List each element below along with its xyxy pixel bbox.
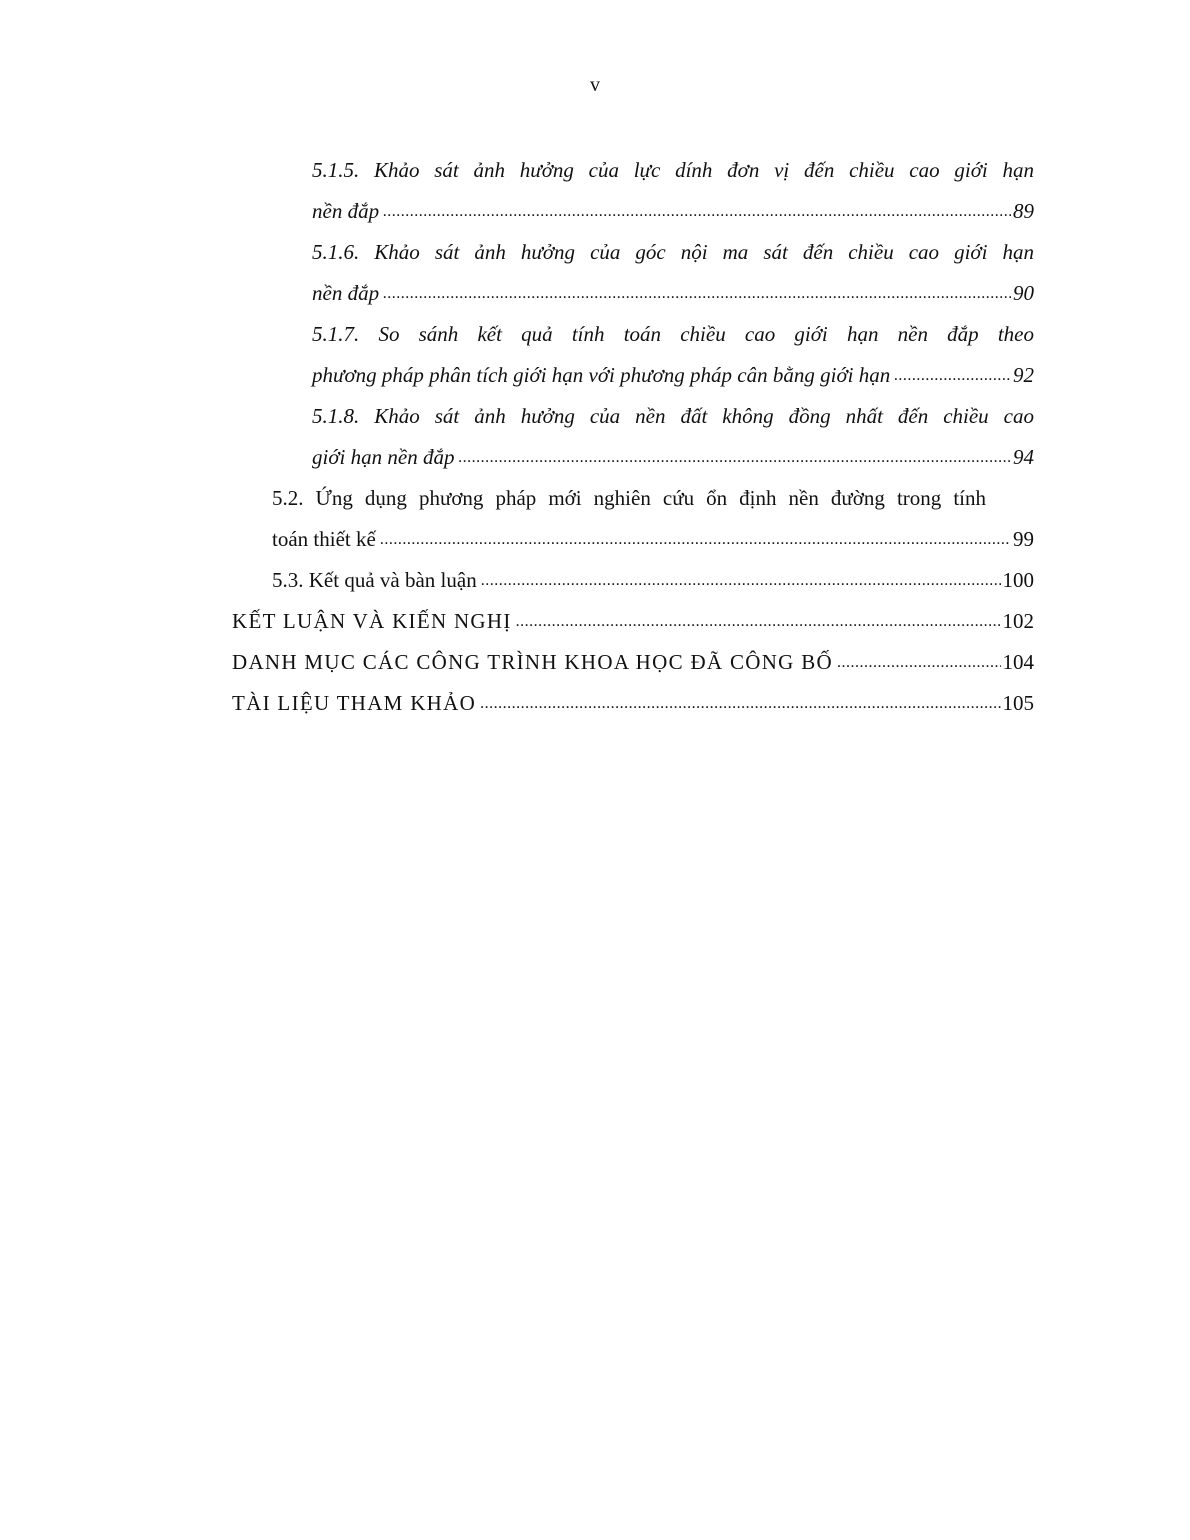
toc-entry-title-line: nền đắp: [312, 281, 380, 305]
dot-leader: [837, 642, 1001, 683]
toc-entry-title-line: giới hạn nền đắp: [312, 445, 455, 469]
toc-entry-title-line: 5.1.7. So sánh kết quả tính toán chiều cao giới hạn nền đắp theo: [312, 322, 1034, 346]
toc-page-number: 104: [1002, 650, 1034, 674]
toc-entry-5-2-continued[interactable]: [272, 519, 1034, 560]
toc-page-number: 89: [1013, 199, 1034, 223]
dot-leader: [380, 519, 1011, 560]
toc-entry-title-line: 5.1.6. Khảo sát ảnh hưởng của góc nội ma sát đến chiều cao giới hạn: [312, 240, 1034, 264]
toc-entry-title-line: toán thiết kế: [272, 527, 376, 551]
toc-page-number: 94: [1013, 445, 1034, 469]
toc-entry-conclusion[interactable]: [232, 601, 1034, 642]
dot-leader: [383, 191, 1011, 232]
toc-page-number: 105: [1002, 691, 1034, 715]
toc-entry-title-line: 5.1.8. Khảo sát ảnh hưởng của nền đất không đồng nhất đến chiều cao: [312, 404, 1034, 428]
dot-leader: [383, 273, 1011, 314]
toc-page-number: 102: [1002, 609, 1034, 633]
dot-leader: [516, 601, 1001, 642]
toc-entry-publications[interactable]: [232, 642, 1034, 683]
toc-entry-5-1-7[interactable]: [312, 314, 1034, 396]
toc-entry-5-1-8[interactable]: [312, 396, 1034, 478]
dot-leader: [458, 437, 1011, 478]
toc-entry-title-line: phương pháp phân tích giới hạn với phương pháp cân bằng giới hạn: [312, 363, 891, 387]
toc-page-number: 90: [1013, 281, 1034, 305]
toc-entry-5-2[interactable]: [272, 478, 986, 519]
toc-entry-title-line: nền đắp: [312, 199, 380, 223]
toc-entry-title-line: DANH MỤC CÁC CÔNG TRÌNH KHOA HỌC ĐÃ CÔNG BỐ: [232, 650, 833, 674]
dot-leader: [481, 560, 1001, 601]
toc-entry-5-1-5[interactable]: [312, 150, 1034, 232]
toc-entry-title-line: 5.2. Ứng dụng phương pháp mới nghiên cứu ổn định nền đường trong tính: [272, 486, 986, 510]
page-number: v: [590, 74, 600, 96]
toc-entry-references[interactable]: [232, 683, 1034, 724]
toc-page-number: 92: [1013, 363, 1034, 387]
toc-page-number: 99: [1013, 527, 1034, 551]
toc-entry-title-line: KẾT LUẬN VÀ KIẾN NGHỊ: [232, 609, 512, 633]
toc-entry-title-line: TÀI LIỆU THAM KHẢO: [232, 691, 477, 715]
toc-page-number: 100: [1002, 568, 1034, 592]
dot-leader: [480, 683, 1000, 724]
toc-entry-5-1-6[interactable]: [312, 232, 1034, 314]
toc-entry-title-line: 5.3. Kết quả và bàn luận: [272, 568, 477, 592]
toc-entry-title-line: 5.1.5. Khảo sát ảnh hưởng của lực dính đơn vị đến chiều cao giới hạn: [312, 158, 1034, 182]
dot-leader: [894, 355, 1011, 396]
toc-entry-5-3[interactable]: [272, 560, 1034, 601]
